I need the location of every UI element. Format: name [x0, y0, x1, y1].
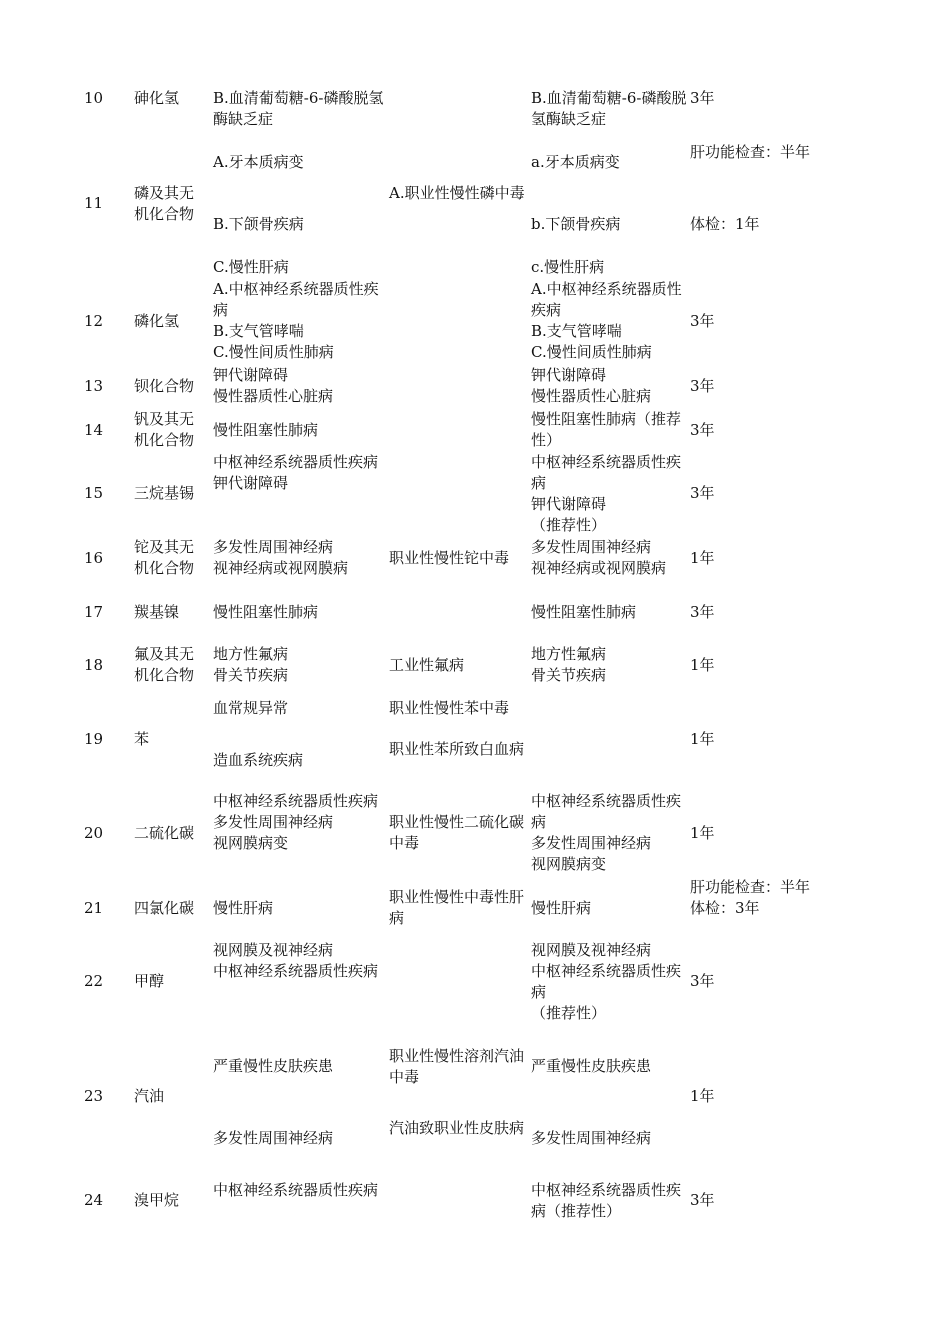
disease-cell: 职业性慢性铊中毒	[389, 549, 510, 567]
symptom-cell: A.中枢神经系统器质性疾病 B.支气管哮喘 C.慢性间质性肺病	[531, 280, 682, 361]
substance-name: 羰基镍	[134, 603, 180, 621]
contraindication-cell: 慢性阻塞性肺病	[213, 603, 319, 621]
disease-cell: A.职业性慢性磷中毒	[389, 184, 525, 202]
row-number: 12	[84, 312, 104, 330]
disease-cell: 职业性慢性中毒性肝病	[389, 888, 525, 927]
row-number: 10	[84, 89, 104, 107]
substance-name: 甲醇	[134, 972, 165, 990]
exam-period: 3年	[690, 603, 715, 621]
symptom-cell: 地方性氟病 骨关节疾病	[531, 645, 607, 684]
symptom-cell: B.血清葡萄糖-6-磷酸脱氢酶缺乏症	[531, 89, 687, 128]
symptom-cell: 钾代谢障碍 慢性器质性心脏病	[531, 366, 652, 405]
exam-period: 1年	[690, 730, 715, 748]
symptom-cell: 视网膜及视神经病 中枢神经系统器质性疾病 （推荐性）	[531, 941, 682, 1022]
substance-name: 磷及其无 机化合物	[134, 184, 195, 223]
contraindication-cell: 慢性肝病	[213, 899, 274, 917]
symptom-cell: 中枢神经系统器质性疾病 钾代谢障碍 （推荐性）	[531, 453, 682, 534]
disease-cell: 职业性慢性二硫化碳中毒	[389, 813, 525, 852]
symptom-cell: 多发性周围神经病 视神经病或视网膜病	[531, 538, 667, 577]
row-number: 18	[84, 656, 104, 674]
substance-name: 砷化氢	[134, 89, 180, 107]
contraindication-cell: 中枢神经系统器质性疾病	[213, 1181, 379, 1199]
contraindication-cell: 中枢神经系统器质性疾病 钾代谢障碍	[213, 453, 379, 492]
row-number: 15	[84, 484, 104, 502]
row-number: 19	[84, 730, 104, 748]
exam-period: 1年	[690, 656, 715, 674]
exam-period: 肝功能检查：半年 体检：1年	[690, 143, 811, 233]
contraindication-cell: 多发性周围神经病 视神经病或视网膜病	[213, 538, 349, 577]
substance-name: 溴甲烷	[134, 1191, 180, 1209]
symptom-cell: 中枢神经系统器质性疾病 多发性周围神经病 视网膜病变	[531, 792, 682, 873]
substance-name: 三烷基锡	[134, 484, 195, 502]
contraindication-cell: B.血清葡萄糖-6-磷酸脱氢酶缺乏症	[213, 89, 384, 128]
contraindication-cell: 慢性阻塞性肺病	[213, 421, 319, 439]
row-number: 23	[84, 1087, 104, 1105]
symptom-cell: 慢性阻塞性肺病（推荐性）	[531, 410, 682, 449]
substance-name: 磷化氢	[134, 312, 180, 330]
substance-name: 苯	[134, 730, 150, 748]
contraindication-cell: 钾代谢障碍 慢性器质性心脏病	[213, 366, 334, 405]
document-page: 10 砷化氢 B.血清葡萄糖-6-磷酸脱氢酶缺乏症 B.血清葡萄糖-6-磷酸脱氢酶缺乏症 3年 11 磷及其无 机化合物 A.牙本质病变 B.下颌骨疾病 C.慢性肝病 A.职业性慢性磷中毒 a.牙本质病变 b.下颌骨疾病 c.慢性肝病 肝功能检查：半年 体检：1年 12 磷化氢 A.中枢神经系统器质性疾病 B.支气管哮喘 C.慢性间质性肺病 A.中枢神经系统器质性疾病 B.支气管哮喘 C.慢性间质性肺病 3年 13 钡化合物 钾代谢障碍 慢性器质性心脏病 钾代谢障碍 慢性器质性心脏病 3年 14 钒及其无 机化合物 慢性阻塞性肺病 慢性阻塞性肺病（推荐性） 3年 15 三烷基锡 中枢神经系统器质性疾病 钾代谢障碍 中枢神经系统器质性疾病 钾代谢障碍 （推荐性） 3年 16 铊及其无 机化合物 多发性周围神经病 视神经病或视网膜病 职业性慢性铊中毒 多发性周围神经病 视神经病或视网膜病 1年 17 羰基镍 慢性阻塞性肺病 慢性阻塞性肺病 3年 18 氟及其无 机化合物 地方性氟病 骨关节疾病 工业性氟病 地方性氟病 骨关节疾病 1年 19 苯 血常规异常 造血系统疾病 职业性慢性苯中毒 职业性苯所致白血病 1年 20 二硫化碳 中枢神经系统器质性疾病 多发性周围神经病 视网膜病变 职业性慢性二硫化碳中毒 中枢神经系统器质性疾病 多发性周围神经病 视网膜病变 1年 21 四氯化碳 慢性肝病 职业性慢性中毒性肝病 慢性肝病 肝功能检查：半年 体检：3年 22 甲醇 视网膜及视神经病 中枢神经系统器质性疾病 视网膜及视神经病 中枢神经系统器质性疾病 （推荐性） 3年 23 汽油 严重慢性皮肤疾患 多发性周围神经病 职业性慢性溶剂汽油中毒 汽油致职业性皮肤病 严重慢性皮肤疾患 多发性周围神经病 1年 24 溴甲烷 中枢神经系统器质性疾病 中枢神经系统器质性疾病（推荐性） 3年	[0, 0, 950, 1344]
disease-cell: 工业性氟病	[389, 656, 465, 674]
row-number: 11	[84, 194, 104, 212]
exam-period: 1年	[690, 1087, 715, 1105]
substance-name: 氟及其无 机化合物	[134, 645, 195, 684]
symptom-cell: 中枢神经系统器质性疾病（推荐性）	[531, 1181, 682, 1220]
row-number: 14	[84, 421, 104, 439]
row-number: 22	[84, 972, 104, 990]
symptom-cell: 慢性肝病	[531, 899, 592, 917]
substance-name: 四氯化碳	[134, 899, 195, 917]
row-number: 16	[84, 549, 104, 567]
exam-period: 1年	[690, 549, 715, 567]
exam-period: 3年	[690, 377, 715, 395]
exam-period: 3年	[690, 312, 715, 330]
exam-period: 3年	[690, 484, 715, 502]
exam-period: 1年	[690, 824, 715, 842]
row-number: 24	[84, 1191, 104, 1209]
contraindication-cell: 视网膜及视神经病 中枢神经系统器质性疾病	[213, 941, 379, 980]
substance-name: 钒及其无 机化合物	[134, 410, 195, 449]
exam-period: 3年	[690, 89, 715, 107]
exam-period: 3年	[690, 1191, 715, 1209]
row-number: 21	[84, 899, 104, 917]
row-number: 17	[84, 603, 104, 621]
substance-name: 铊及其无 机化合物	[134, 538, 195, 577]
substance-name: 汽油	[134, 1087, 165, 1105]
row-number: 20	[84, 824, 104, 842]
exam-period: 肝功能检查：半年 体检：3年	[690, 878, 811, 917]
exam-period: 3年	[690, 421, 715, 439]
symptom-cell: 慢性阻塞性肺病	[531, 603, 637, 621]
substance-name: 二硫化碳	[134, 824, 195, 842]
contraindication-cell: A.中枢神经系统器质性疾病 B.支气管哮喘 C.慢性间质性肺病	[213, 280, 379, 361]
row-number: 13	[84, 377, 104, 395]
substance-name: 钡化合物	[134, 377, 195, 395]
contraindication-cell: 中枢神经系统器质性疾病 多发性周围神经病 视网膜病变	[213, 792, 379, 852]
exam-period: 3年	[690, 972, 715, 990]
contraindication-cell: 地方性氟病 骨关节疾病	[213, 645, 289, 684]
